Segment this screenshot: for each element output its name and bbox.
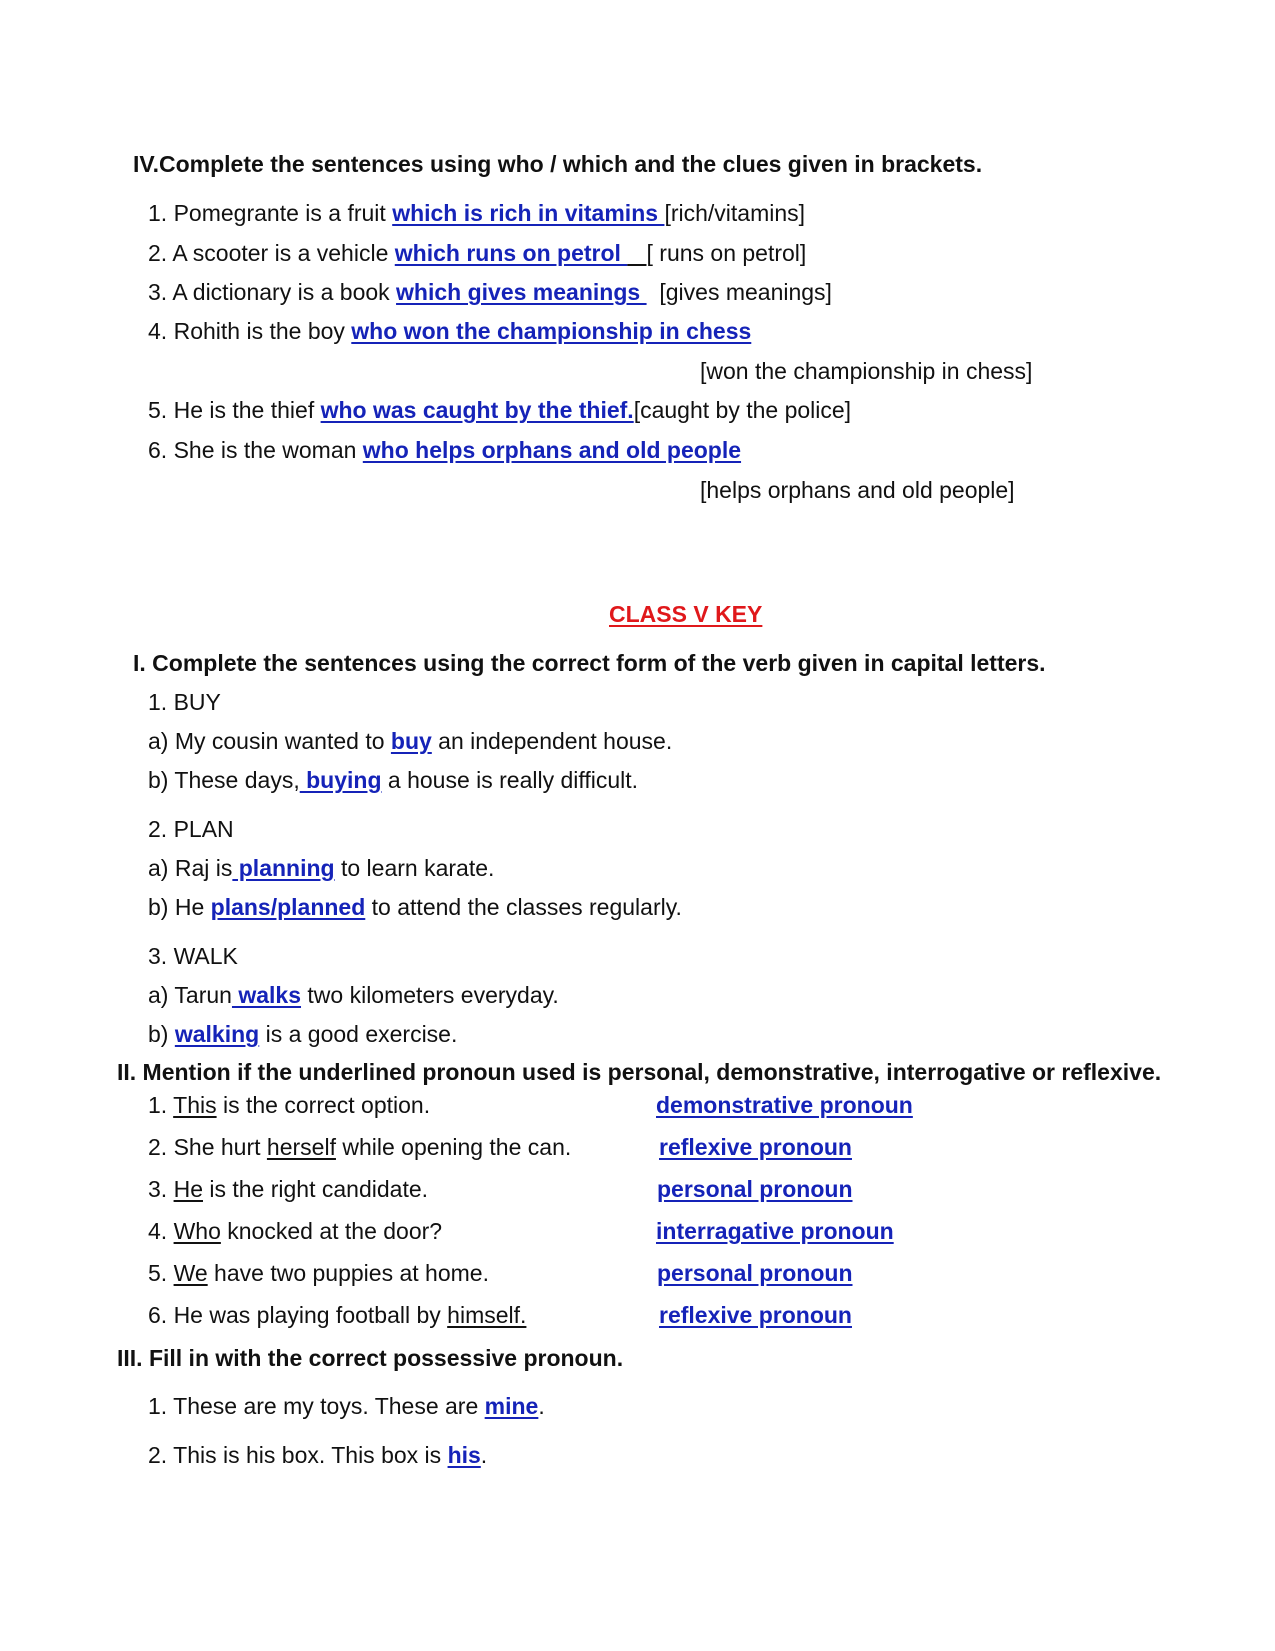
ii-answer-3: personal pronoun — [657, 1176, 853, 1202]
answer: his — [447, 1442, 481, 1468]
underlined-pronoun: herself — [266, 1134, 336, 1160]
ii-answer-2: reflexive pronoun — [659, 1134, 852, 1160]
underlined-pronoun: Who — [173, 1218, 221, 1244]
item-text: A dictionary is a book — [172, 279, 397, 305]
item-rest: is the right candidate. — [202, 1176, 429, 1202]
answer: buy — [390, 728, 432, 754]
answer: who won the championship in chess — [351, 318, 752, 344]
verb-buy: 1. BUY — [148, 689, 221, 715]
ii-item-1 — [148, 1091, 430, 1119]
ii-item-5 — [148, 1259, 489, 1287]
item-rest: while opening the can. — [335, 1134, 572, 1160]
iv-item-6-clue: [helps orphans and old people] — [700, 477, 1015, 503]
answer: planning — [232, 855, 335, 881]
ii-answer-4: interragative pronoun — [656, 1218, 894, 1244]
sentence-post: two kilometers everyday. — [301, 982, 559, 1008]
sentence-pre: b) These days, — [148, 767, 300, 793]
ii-item-6 — [148, 1301, 526, 1329]
iv-item-3 — [148, 278, 832, 306]
iii-item-1 — [148, 1392, 545, 1420]
answer: who helps orphans and old people — [362, 437, 742, 463]
answer: mine — [484, 1393, 539, 1419]
underlined-pronoun: We — [173, 1260, 208, 1286]
item-rest: knocked at the door? — [220, 1218, 443, 1244]
sentence-post: . — [480, 1442, 488, 1468]
verb-buy-b — [148, 766, 638, 794]
item-number: 5. — [148, 1260, 174, 1286]
verb-walk: 3. WALK — [148, 943, 238, 969]
item-text: She is the woman — [173, 437, 363, 463]
sentence-post: is a good exercise. — [259, 1021, 458, 1047]
item-text: Pomegrante is a fruit — [173, 200, 393, 226]
answer: walking — [174, 1021, 260, 1047]
verb-walk-b — [148, 1020, 457, 1048]
iv-item-5 — [148, 396, 851, 424]
clue: [rich/vitamins] — [664, 200, 806, 226]
verb-plan-b — [148, 893, 682, 921]
item-text: A scooter is a vehicle — [172, 240, 395, 266]
ii-answer-6: reflexive pronoun — [659, 1302, 852, 1328]
item-text: He is the thief — [173, 397, 321, 423]
sentence-post: an independent house. — [431, 728, 673, 754]
item-number: 6. He was playing football by — [148, 1302, 448, 1328]
ii-answer-5: personal pronoun — [657, 1260, 853, 1286]
verb-buy-a — [148, 727, 672, 755]
ii-answer-1: demonstrative pronoun — [656, 1092, 913, 1118]
item-rest: is the correct option. — [216, 1092, 431, 1118]
iv-item-4-clue: [won the championship in chess] — [700, 358, 1033, 384]
answer: buying — [299, 767, 382, 793]
answer: which gives meanings — [396, 279, 647, 305]
iv-item-1 — [148, 199, 805, 227]
underlined-pronoun: He — [173, 1176, 203, 1202]
sentence-pre: b) — [148, 1021, 175, 1047]
answer: walks — [231, 982, 302, 1008]
clue: [caught by the police] — [633, 397, 852, 423]
section-iii-heading: III. Fill in with the correct possessive pronoun. — [117, 1345, 624, 1371]
sentence-pre: b) He — [148, 894, 211, 920]
item-number: 4. — [148, 1218, 174, 1244]
sentence-pre: a) My cousin wanted to — [148, 728, 391, 754]
answer: which is rich in vitamins — [392, 200, 665, 226]
verb-plan-a — [148, 854, 494, 882]
section-i-heading: I. Complete the sentences using the correct form of the verb given in capital letters. — [133, 650, 1046, 676]
item-number: 5. — [148, 397, 168, 423]
answer: who was caught by the thief. — [320, 397, 634, 423]
verb-plan: 2. PLAN — [148, 816, 234, 842]
item-number: 4. — [148, 318, 168, 344]
iv-item-2 — [148, 239, 806, 267]
answer: plans/planned — [210, 894, 366, 920]
item-number: 1. — [148, 200, 168, 226]
sentence-post: to learn karate. — [334, 855, 495, 881]
sentence-pre: a) Tarun — [148, 982, 232, 1008]
section-ii-heading: II. Mention if the underlined pronoun used is personal, demonstrative, interrogative or reflexive. — [117, 1059, 1162, 1085]
clue: [gives meanings] — [659, 279, 832, 305]
underlined-pronoun: himself. — [447, 1302, 527, 1328]
underlined-pronoun: This — [173, 1092, 217, 1118]
item-number: 3. — [148, 1176, 174, 1202]
item-number: 1. — [148, 1092, 174, 1118]
section-iv-heading: IV.Complete the sentences using who / which and the clues given in brackets. — [133, 151, 983, 177]
ii-item-4 — [148, 1217, 442, 1245]
clue: [ runs on petrol] — [646, 240, 807, 266]
item-number: 2. She hurt — [148, 1134, 267, 1160]
ii-item-2 — [148, 1133, 571, 1161]
sentence-post: to attend the classes regularly. — [365, 894, 682, 920]
iv-item-6 — [148, 436, 741, 464]
answer: which runs on petrol — [394, 240, 628, 266]
sentence-post: a house is really difficult. — [381, 767, 639, 793]
item-number: 6. — [148, 437, 168, 463]
sentence-pre: 2. This is his box. This box is — [148, 1442, 448, 1468]
verb-walk-a — [148, 981, 559, 1009]
iii-item-2 — [148, 1441, 487, 1469]
sentence-pre: 1. These are my toys. These are — [148, 1393, 485, 1419]
sentence-pre: a) Raj is — [148, 855, 233, 881]
iv-item-4 — [148, 317, 751, 345]
item-number: 2. — [148, 240, 168, 266]
item-rest: have two puppies at home. — [207, 1260, 489, 1286]
sentence-post: . — [538, 1393, 545, 1419]
item-text: Rohith is the boy — [173, 318, 352, 344]
item-number: 3. — [148, 279, 168, 305]
page-title: CLASS V KEY — [609, 601, 763, 627]
ii-item-3 — [148, 1175, 428, 1203]
